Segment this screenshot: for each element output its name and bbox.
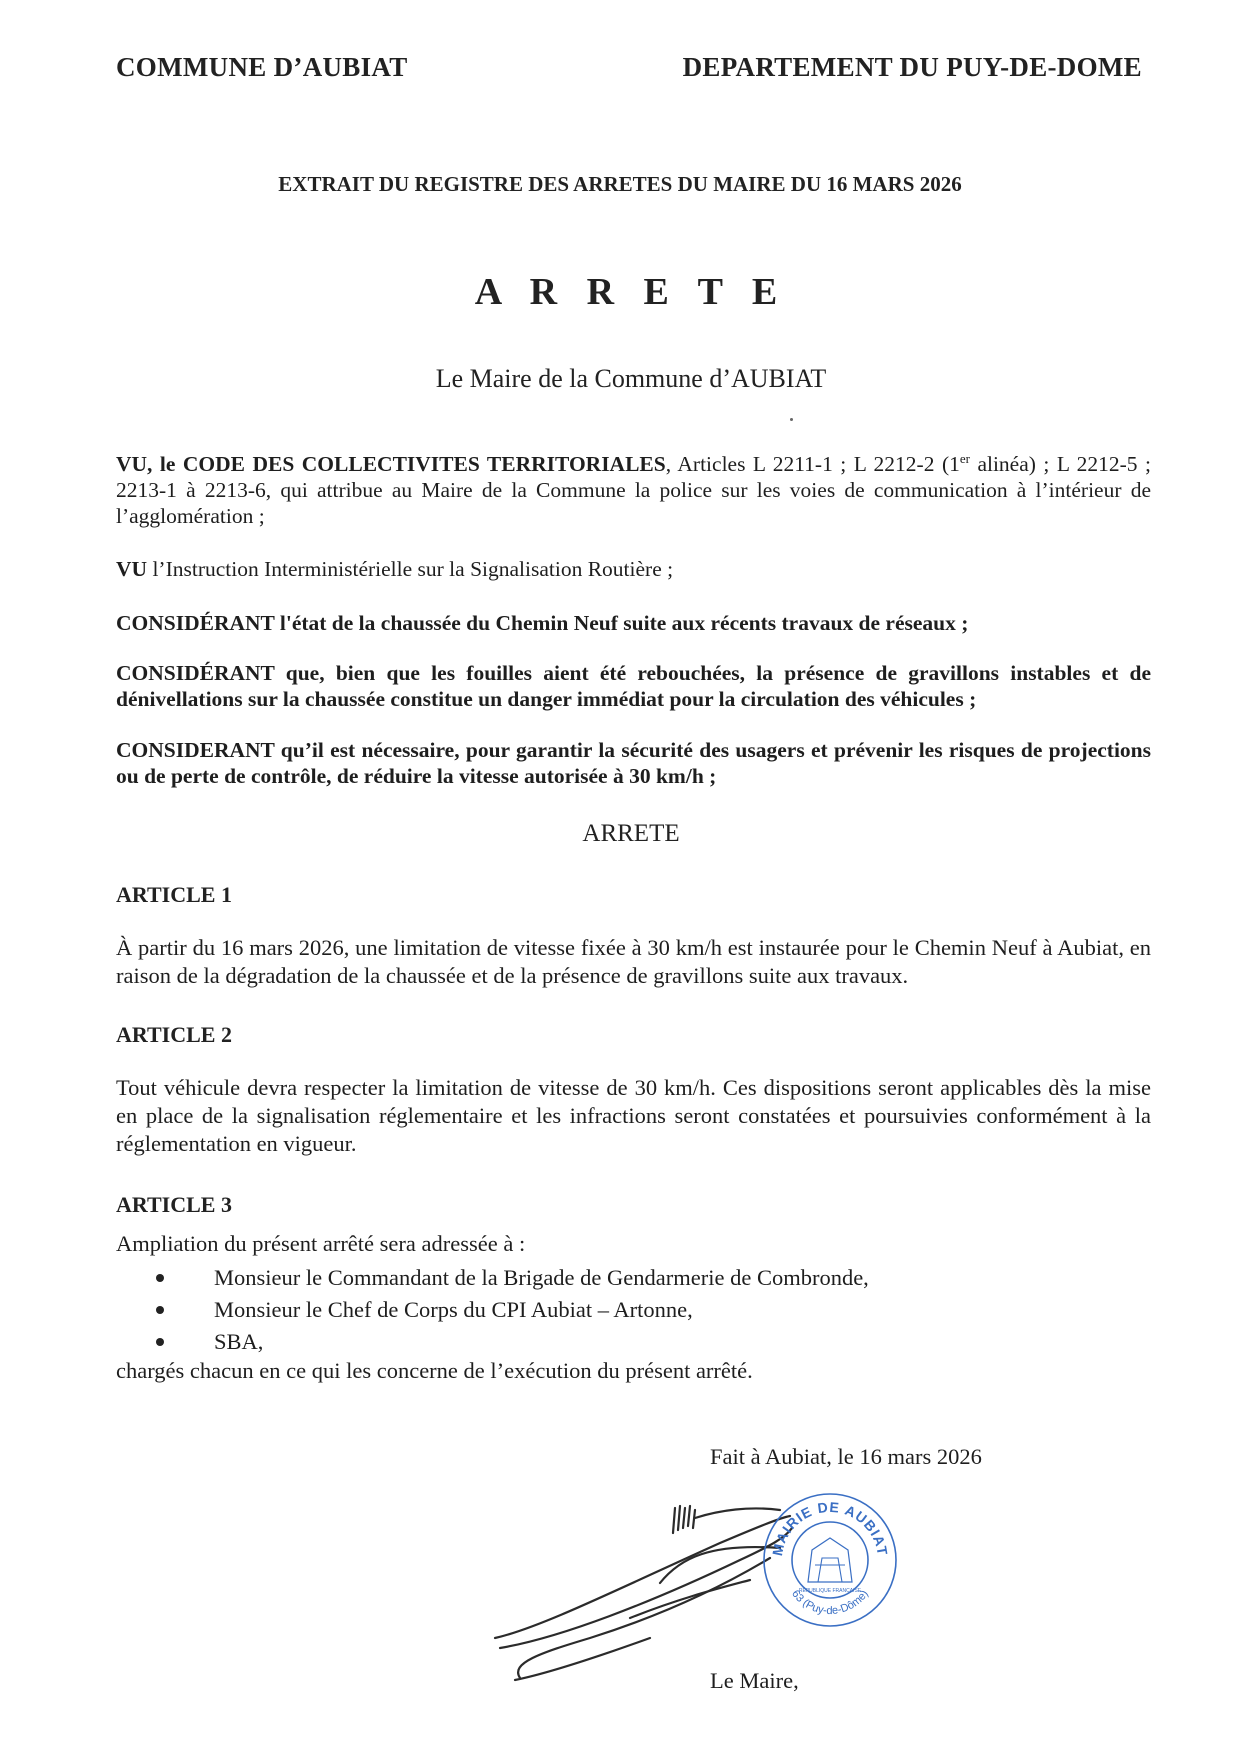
article-1-text: À partir du 16 mars 2026, une limitation de vitesse fixée à 30 km/h est instaurée pour le Chemin Neuf à Aubiat, en raison de la dégradation de la chaussée et de la présence de gravillons suite aux travaux. <box>116 935 1151 988</box>
signatory-label: Le Maire, <box>710 1668 799 1693</box>
considerant-1: CONSIDÉRANT l'état de la chaussée du Chemin Neuf suite aux récents travaux de réseaux ; <box>116 611 969 635</box>
vu-instruction-paragraph <box>116 556 1151 582</box>
mairie-stamp <box>760 1490 900 1630</box>
stray-dot <box>790 418 793 421</box>
list-item-text: Monsieur le Chef de Corps du CPI Aubiat – Artonne, <box>214 1297 693 1322</box>
list-item-text: Monsieur le Commandant de la Brigade de Gendarmerie de Combronde, <box>214 1265 869 1290</box>
article-1-heading: ARTICLE 1 <box>116 882 232 907</box>
vu-instruction-text: l’Instruction Interministérielle sur la Signalisation Routière ; <box>147 557 674 581</box>
stamp-center-text: RÉPUBLIQUE FRANÇAISE <box>798 1588 862 1594</box>
registry-extract-title: EXTRAIT DU REGISTRE DES ARRETES DU MAIRE DU 16 MARS 2026 <box>278 172 962 196</box>
considerant-2: CONSIDÉRANT que, bien que les fouilles aient été rebouchées, la présence de gravillons instables et de dénivellations sur la chaussée constitue un danger immédiat pour la circulation des véhicules ; <box>116 661 1151 711</box>
list-item <box>116 1326 1151 1358</box>
place-date-line: Fait à Aubiat, le 16 mars 2026 <box>710 1444 982 1469</box>
document-title: A R R E T E <box>474 271 788 313</box>
stamp-bottom-text: 63 (Puy-de-Dôme) <box>789 1587 871 1618</box>
considerant-3: CONSIDERANT qu’il est nécessaire, pour garantir la sécurité des usagers et prévenir les risques de projections ou de perte de contrôle, de réduire la vitesse autorisée à 30 km/h ; <box>116 738 1151 788</box>
stamp-top-text: MAIRIE DE AUBIAT <box>768 1498 891 1558</box>
vu-code-text-a: , Articles L 2211-1 ; L 2212-2 (1 <box>665 452 960 476</box>
vu-code-bold: VU, le CODE DES COLLECTIVITES TERRITORIALES <box>116 452 666 476</box>
vu-instruction-bold: VU <box>116 557 148 581</box>
departement-header: DEPARTEMENT DU PUY-DE-DOME <box>682 52 1142 82</box>
list-item-text: SBA, <box>214 1329 264 1354</box>
arrete-heading: ARRETE <box>582 820 680 847</box>
article-2-text: Tout véhicule devra respecter la limitation de vitesse de 30 km/h. Ces dispositions seront applicables dès la mise en place de la signalisation réglementaire et les infractions seront constatées et poursuivies conformément à la réglementation en vigueur. <box>116 1075 1151 1156</box>
bullet-icon <box>156 1274 164 1282</box>
article-3-text: Ampliation du présent arrêté sera adressée à : <box>116 1231 526 1256</box>
svg-text:MAIRIE DE AUBIAT <box>769 1499 891 1557</box>
list-item <box>116 1294 1151 1326</box>
list-item <box>116 1262 1151 1294</box>
ampliation-list <box>116 1262 1151 1358</box>
bullet-icon <box>156 1306 164 1314</box>
bullet-icon <box>156 1338 164 1346</box>
mayor-line: Le Maire de la Commune d’AUBIAT <box>435 364 827 393</box>
vu-code-paragraph <box>116 451 1151 529</box>
vu-code-text-b: alinéa) ; L 2212-5 ; 2213-1 à 2213-6, qui attribue au Maire de la Commune la police sur les voies de communication à l’intérieur de l’agglomération ; <box>116 452 1151 528</box>
commune-header: COMMUNE D’AUBIAT <box>116 52 408 82</box>
article-2-heading: ARTICLE 2 <box>116 1022 232 1047</box>
vu-code-sup: er <box>959 450 970 466</box>
article-3-heading: ARTICLE 3 <box>116 1192 232 1217</box>
closing-sentence: chargés chacun en ce qui les concerne de l’exécution du présent arrêté. <box>116 1358 753 1383</box>
